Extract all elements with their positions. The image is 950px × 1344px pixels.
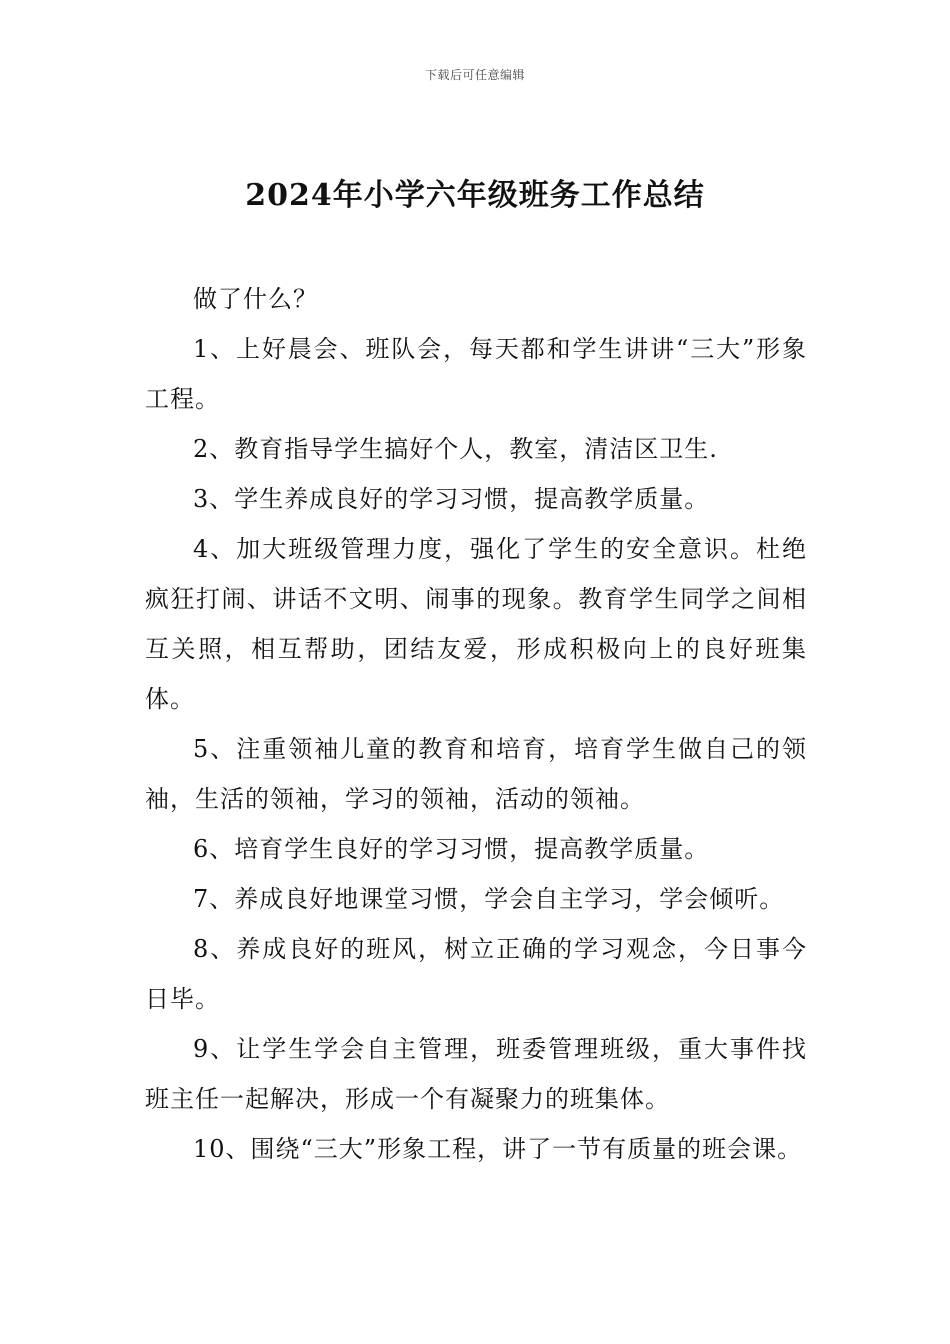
paragraph: 7、养成良好地课堂习惯，学会自主学习，学会倾听。 (193, 885, 785, 913)
paragraph: 1、上好晨会、班队会，每天都和学生讲讲“三大”形象工程。 (145, 335, 807, 413)
paragraph: 5、注重领袖儿童的教育和培育，培育学生做自己的领袖，生活的领袖，学习的领袖，活动的领袖。 (145, 735, 807, 813)
paragraph: 做了什么？ (193, 285, 318, 313)
document-body (145, 274, 807, 1174)
paragraph: 8、养成良好的班风，树立正确的学习观念，今日事今日毕。 (145, 935, 807, 1013)
paragraph: 3、学生养成良好的学习习惯，提高教学质量。 (193, 485, 710, 513)
paragraph: 4、加大班级管理力度，强化了学生的安全意识。杜绝疯狂打闹、讲话不文明、闹事的现象。教育学生同学之间相互关照，相互帮助，团结友爱，形成积极向上的良好班集体。 (145, 535, 807, 713)
paragraph: 2、教育指导学生搞好个人，教室，清洁区卫生. (193, 435, 718, 463)
paragraph: 9、让学生学会自主管理，班委管理班级，重大事件找班主任一起解决，形成一个有凝聚力的班集体。 (145, 1035, 807, 1113)
paragraph: 10、围绕“三大”形象工程，讲了一节有质量的班会课。 (193, 1135, 803, 1163)
page-header-note: 下载后可任意编辑 (424, 68, 525, 82)
paragraph: 6、培育学生良好的学习习惯，提高教学质量。 (193, 835, 710, 863)
document-title: 2024年小学六年级班务工作总结 (245, 178, 705, 213)
